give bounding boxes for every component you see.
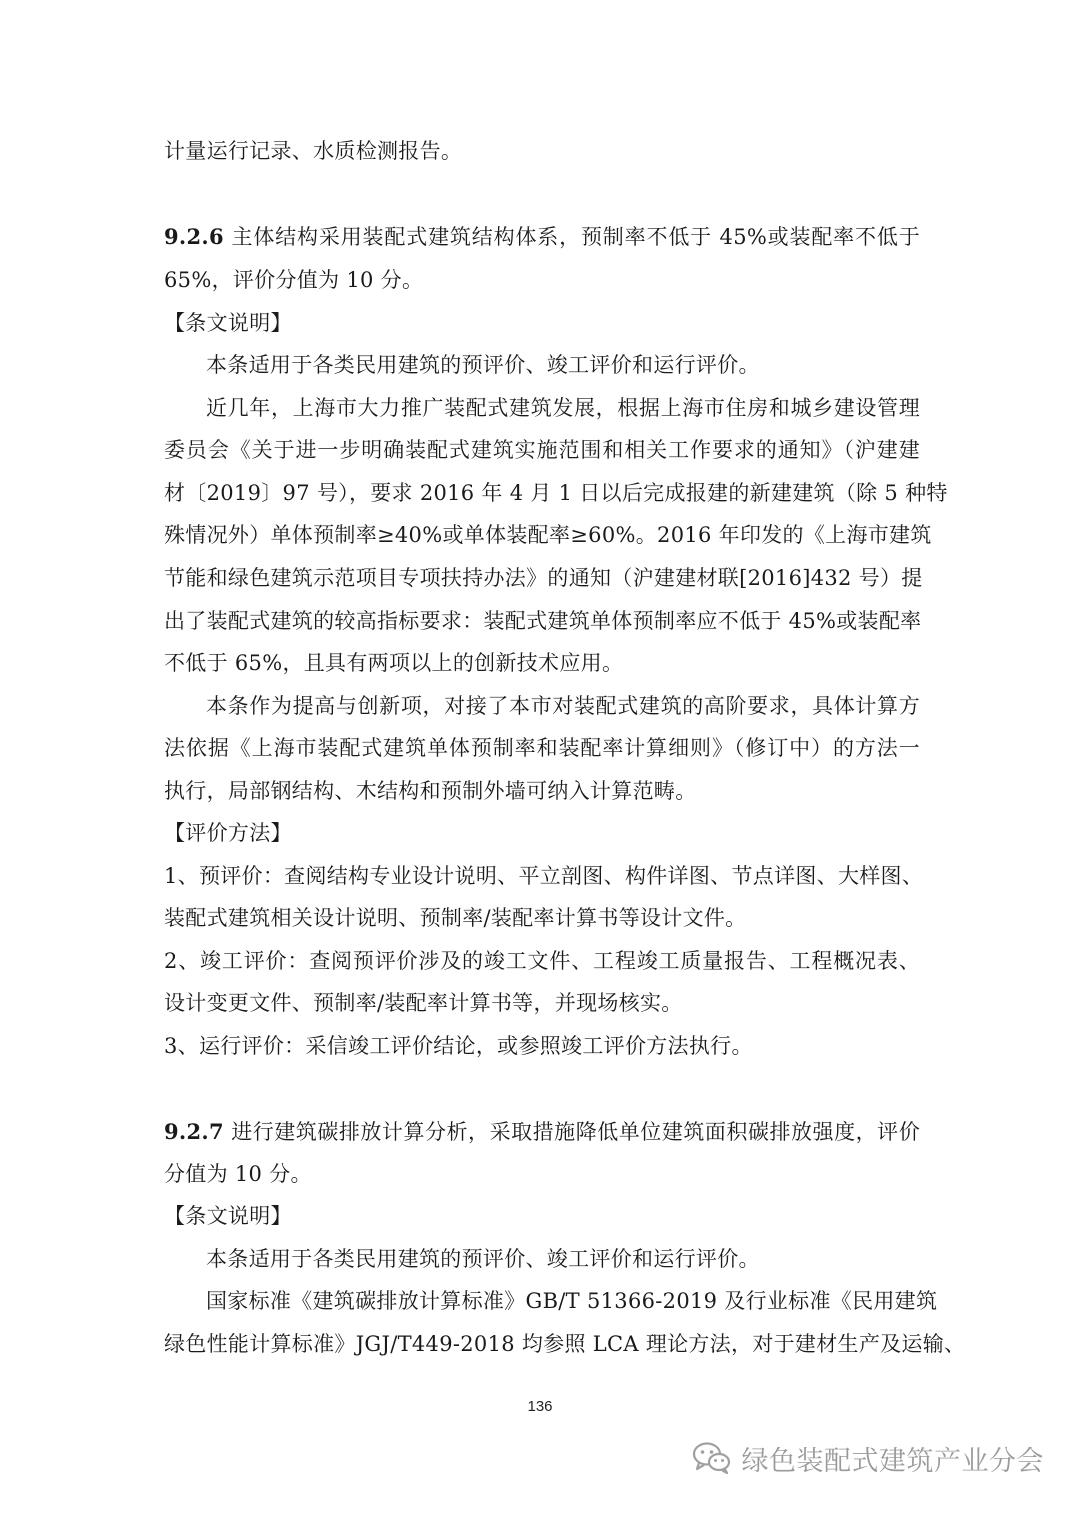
text-line: 殊情况外）单体预制率≥40%或单体装配率≥60%。2016 年印发的《上海市建筑 xyxy=(164,523,932,547)
text-line: 法依据《上海市装配式建筑单体预制率和装配率计算细则》（修订中）的方法一 xyxy=(164,736,920,760)
text-line: 1、预评价：查阅结构专业设计说明、平立剖图、构件详图、节点详图、大样图、 xyxy=(164,864,924,888)
text-line: 本条作为提高与创新项，对接了本市对装配式建筑的高阶要求，具体计算方 xyxy=(206,694,920,718)
text-line: 委员会《关于进一步明确装配式建筑实施范围和相关工作要求的通知》（沪建建 xyxy=(164,438,920,462)
clause-title: 进行建筑碳排放计算分析，采取措施降低单位建筑面积碳排放强度，评价 xyxy=(231,1120,920,1144)
wechat-icon xyxy=(692,1441,732,1475)
text-line: 出了装配式建筑的较高指标要求：装配式建筑单体预制率应不低于 45%或装配率 xyxy=(164,609,922,633)
clause-number: 9.2.6 xyxy=(164,224,224,249)
clause-heading xyxy=(164,222,920,252)
watermark-text: 绿色装配式建筑产业分会 xyxy=(741,1445,1044,1477)
text-line: 3、运行评价：采信竣工评价结论，或参照竣工评价方法执行。 xyxy=(164,1034,753,1058)
text-line: 近几年，上海市大力推广装配式建筑发展，根据上海市住房和城乡建设管理 xyxy=(206,396,920,420)
text-line: 节能和绿色建筑示范项目专项扶持办法》的通知（沪建建材联[2016]432 号）提 xyxy=(164,566,923,590)
text-line: 设计变更文件、预制率/装配率计算书等，并现场核实。 xyxy=(164,991,683,1015)
clause-title: 主体结构采用装配式建筑结构体系，预制率不低于 45%或装配率不低于 xyxy=(231,225,921,249)
text-line: 计量运行记录、水质检测报告。 xyxy=(164,139,463,163)
text-line: 绿色性能计算标准》JGJ/T449-2018 均参照 LCA 理论方法，对于建材生产及运输、 xyxy=(164,1332,966,1356)
text-line: 65%，评价分值为 10 分。 xyxy=(164,268,424,292)
text-line: 国家标准《建筑碳排放计算标准》GB/T 51366-2019 及行业标准《民用建筑 xyxy=(206,1289,938,1313)
clause-number: 9.2.7 xyxy=(164,1119,224,1144)
page-number: 136 xyxy=(527,1398,553,1415)
clause-heading xyxy=(164,1117,920,1147)
section-label: 【条文说明】 xyxy=(164,311,292,335)
text-line: 本条适用于各类民用建筑的预评价、竣工评价和运行评价。 xyxy=(206,1247,760,1271)
section-label: 【条文说明】 xyxy=(164,1204,292,1228)
text-line: 执行，局部钢结构、木结构和预制外墙可纳入计算范畴。 xyxy=(164,779,697,803)
watermark xyxy=(692,1438,1045,1478)
text-line: 2、竣工评价：查阅预评价涉及的竣工文件、工程竣工质量报告、工程概况表、 xyxy=(164,949,920,973)
text-line: 本条适用于各类民用建筑的预评价、竣工评价和运行评价。 xyxy=(206,353,760,377)
text-line: 不低于 65%，且具有两项以上的创新技术应用。 xyxy=(164,651,624,675)
text-line: 装配式建筑相关设计说明、预制率/装配率计算书等设计文件。 xyxy=(164,906,747,930)
text-line: 材〔2019〕97 号），要求 2016 年 4 月 1 日以后完成报建的新建建筑（除 5 种特 xyxy=(164,481,948,505)
text-line: 分值为 10 分。 xyxy=(164,1162,312,1186)
section-label: 【评价方法】 xyxy=(164,821,292,845)
